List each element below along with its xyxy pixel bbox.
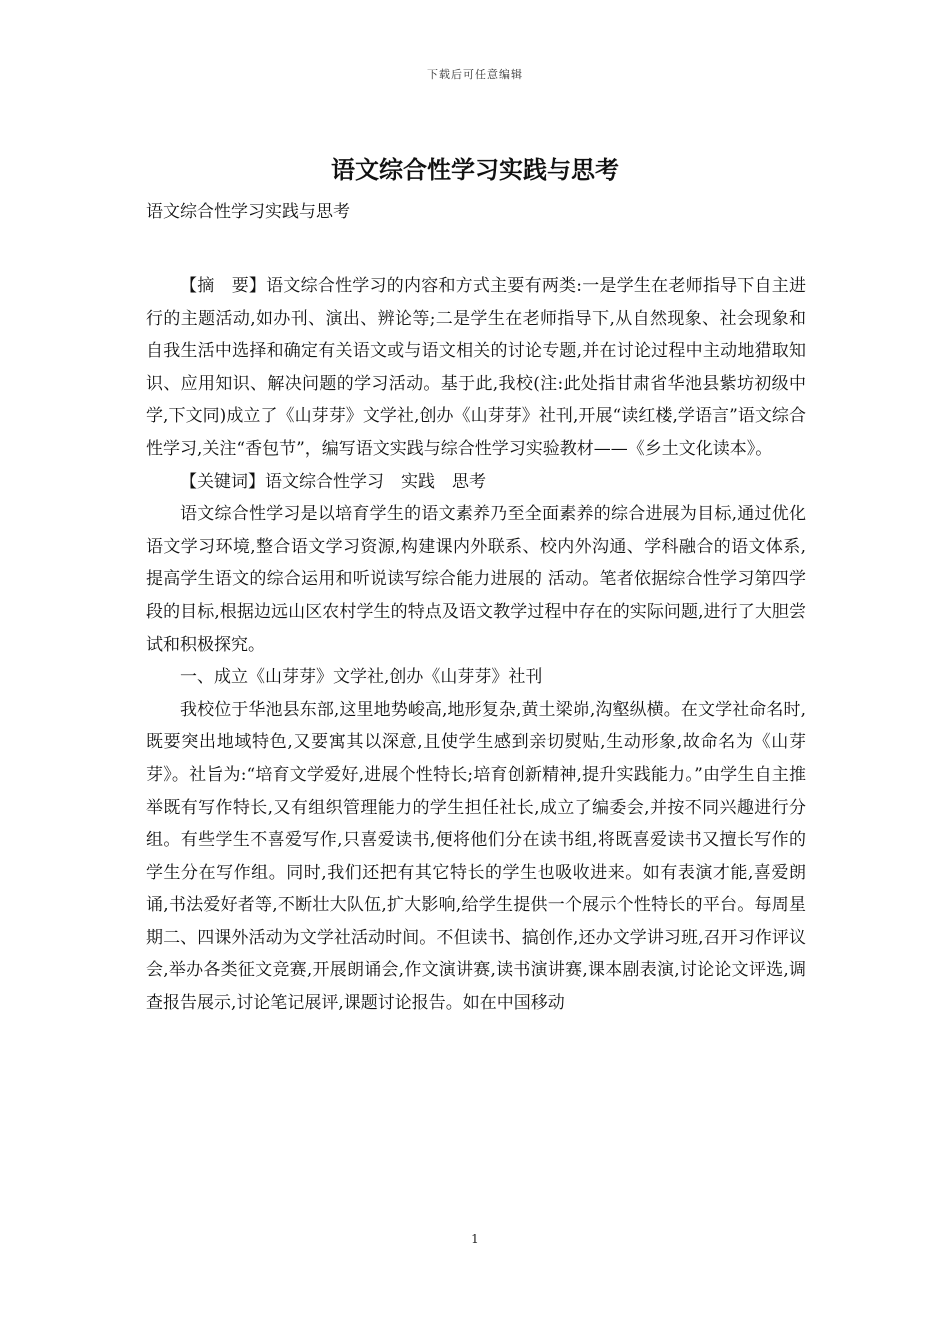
page-header-note: 下载后可任意编辑: [427, 68, 523, 81]
abstract-paragraph: 【摘 要】语文综合性学习的内容和方式主要有两类:一是学生在老师指导下自主进行的主题活动,如办刊、演出、辨论等;二是学生在老师指导下,从自然现象、社会现象和自我生活中选择和确定有关语文或与语文相关的讨论专题,并在讨论过程中主动地猎取知识、应用知识、解决问题的学习活动。基于此,我校(注:此处指甘肃省华池县紫坊初级中学,下文同)成立了《山芽芽》文学社,创办《山芽芽》社刊,开展“读红楼,学语言”语文综合性学习,关注“香包节”，编写语文实践与综合性学习实验教材——《乡土文化读本》。: [146, 276, 806, 459]
document-subtitle: 语文综合性学习实践与思考: [146, 202, 350, 222]
document-title: 语文综合性学习实践与思考: [331, 155, 619, 184]
body-paragraph: 我校位于华池县东部,这里地势峻高,地形复杂,黄土梁峁,沟壑纵横。在文学社命名时,既要突出地域特色,又要寓其以深意,且使学生感到亲切熨贴,生动形象,故命名为《山芽芽》。社旨为:“培育文学爱好,进展个性特长;培育创新精神,提升实践能力。”由学生自主推举既有写作特长,又有组织管理能力的学生担任社长,成立了编委会,并按不同兴趣进行分组。有些学生不喜爱写作,只喜爱读书,便将他们分在读书组,将既喜爱读书又擅长写作的学生分在写作组。同时,我们还把有其它特长的学生也吸收进来。如有表演才能,喜爱朗诵,书法爱好者等,不断壮大队伍,扩大影响,给学生提供一个展示个性特长的平台。每周星期二、四课外活动为文学社活动时间。不但读书、搞创作,还办文学讲习班,召开习作评议会,举办各类征文竞赛,开展朗诵会,作文演讲赛,读书演讲赛,课本剧表演,讨论论文评选,调查报告展示,讨论笔记展评,课题讨论报告。如在中国移动: [146, 699, 806, 1014]
keywords-paragraph: 【关键词】语文综合性学习 实践 思考: [180, 471, 486, 492]
document-body: [146, 270, 806, 1020]
intro-paragraph: 语文综合性学习是以培育学生的语文素养乃至全面素养的综合进展为目标,通过优化语文学习环境,整合语文学习资源,构建课内外联系、校内外沟通、学科融合的语文体系,提高学生语文的综合运用和听说读写综合能力进展的 活动。笔者依据综合性学习第四学段的目标,根据边远山区农村学生的特点及语文教学过程中存在的实际问题,进行了大胆尝试和积极探究。: [146, 504, 806, 655]
page-number: 1: [471, 1232, 479, 1246]
section-heading: 一、成立《山芽芽》文学社,创办《山芽芽》社刊: [180, 667, 543, 688]
